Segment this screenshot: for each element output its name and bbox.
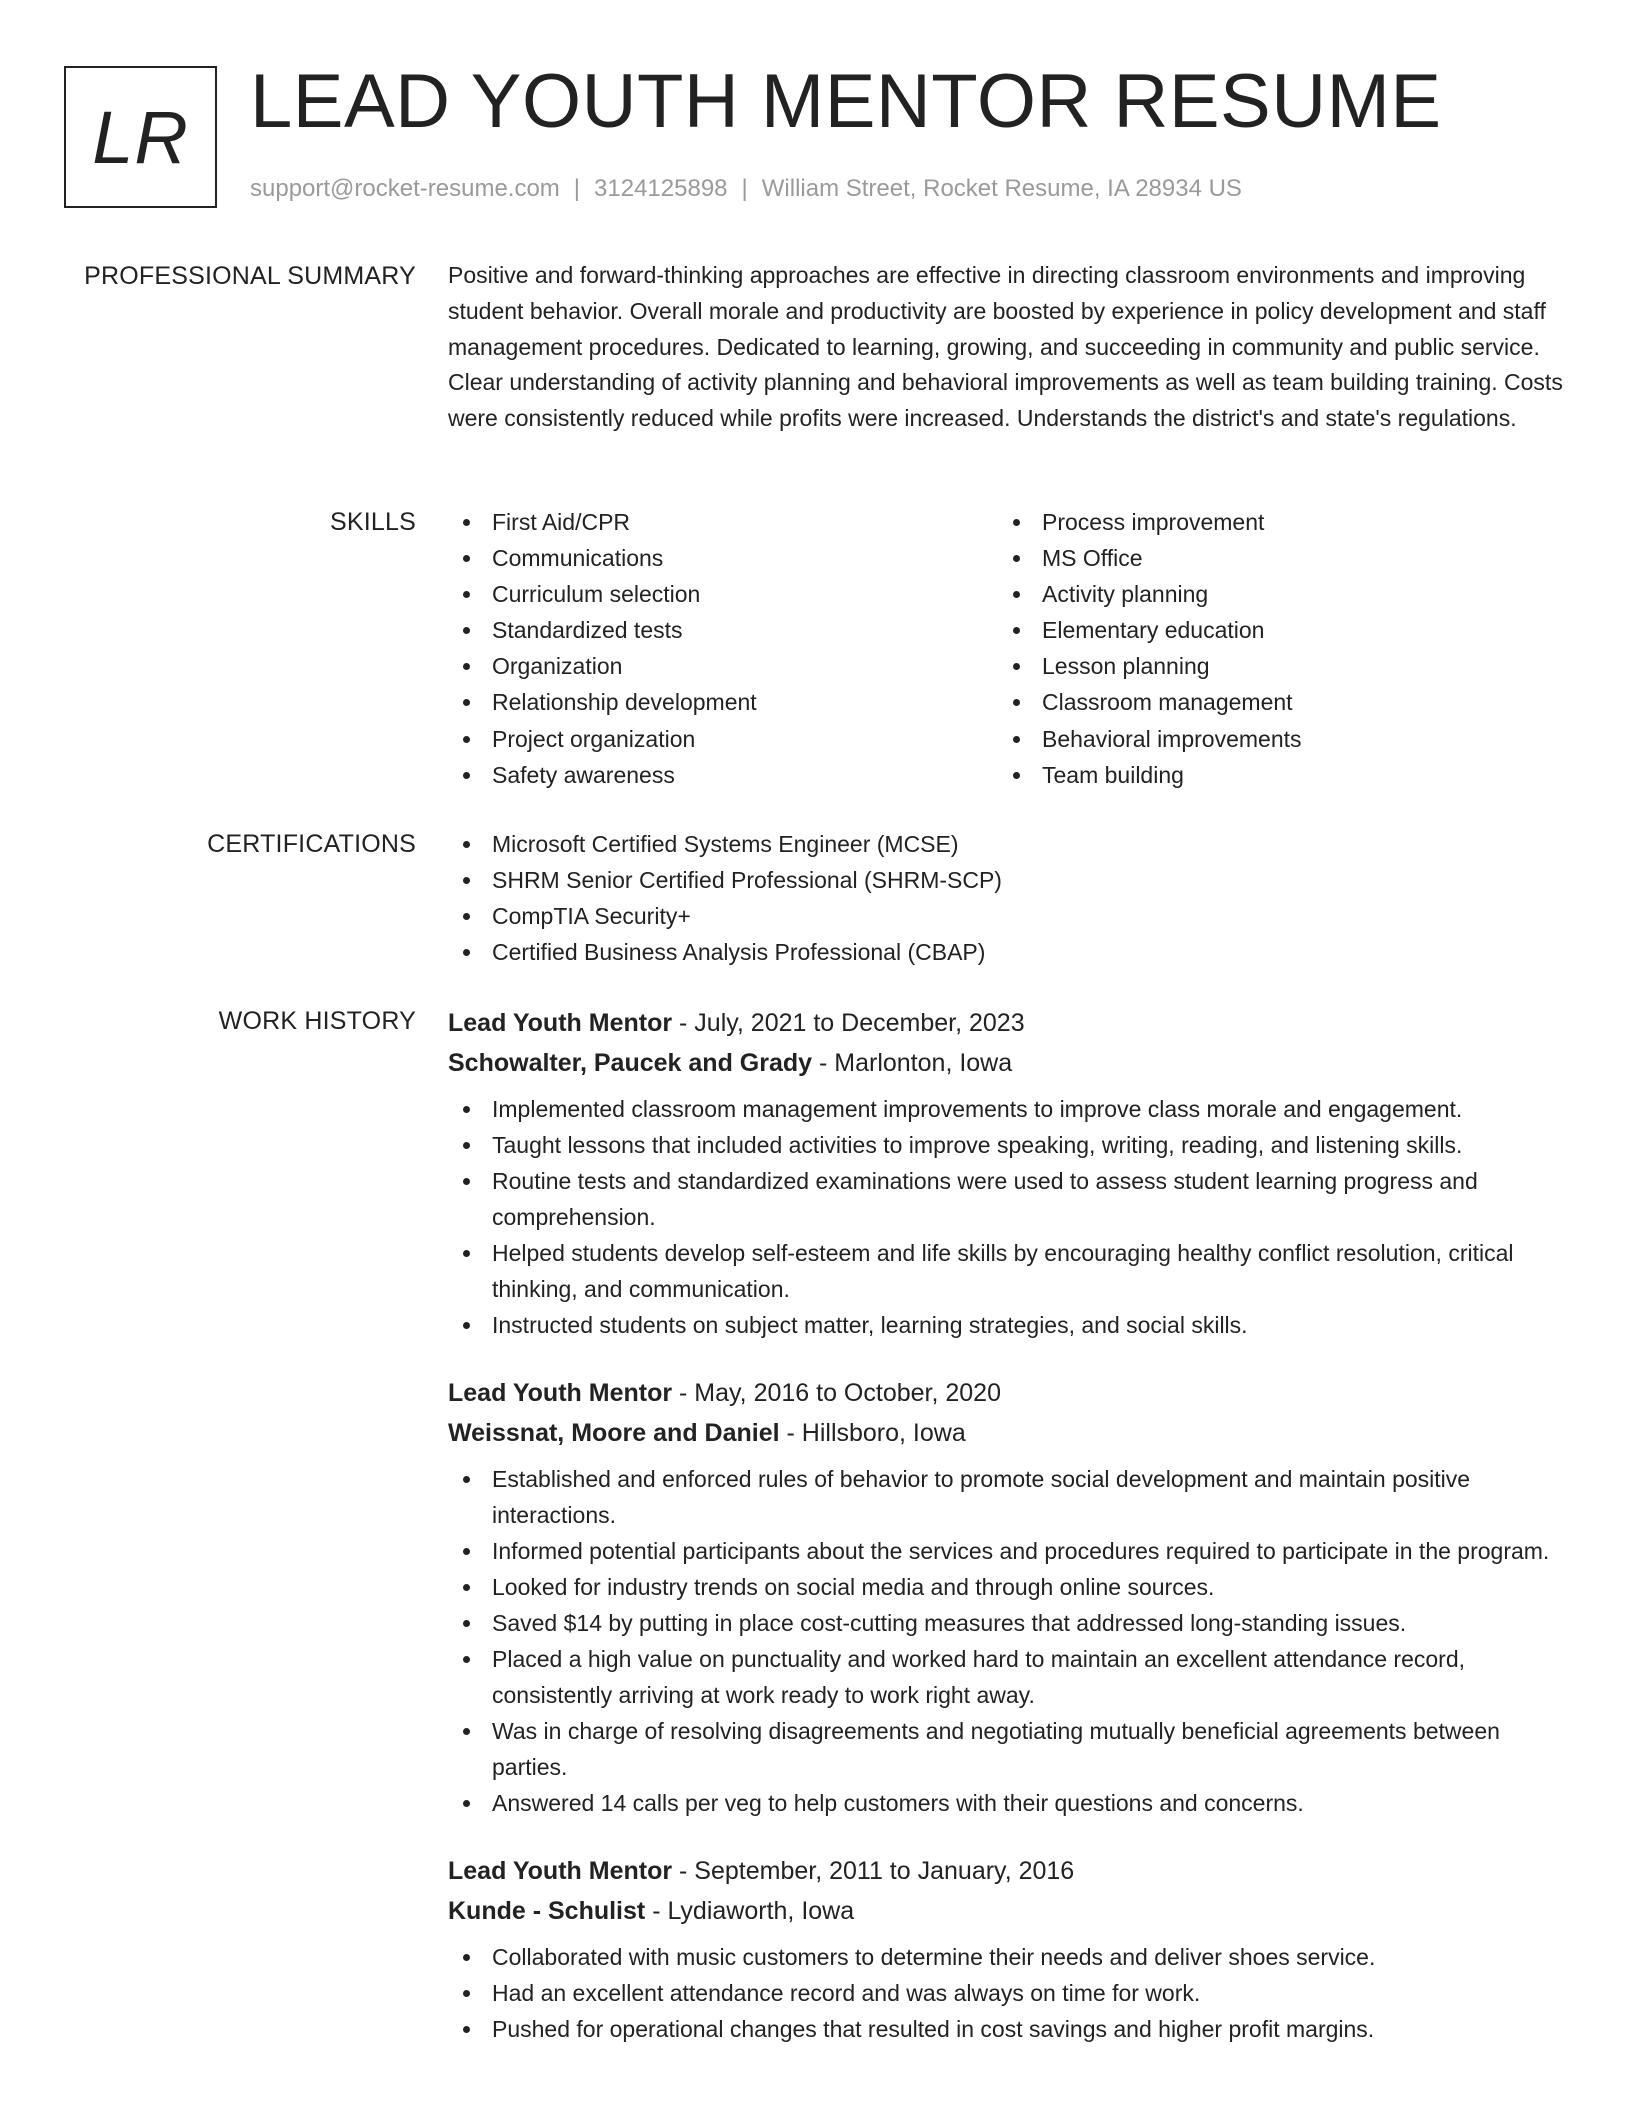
list-item: First Aid/CPR — [448, 504, 998, 540]
job-duties-list — [448, 1939, 1578, 2047]
list-item: Organization — [448, 648, 998, 684]
list-item: Certified Business Analysis Professional (CBAP) — [448, 934, 1578, 970]
resume-header — [64, 59, 1584, 210]
job-title: Lead Youth Mentor — [448, 1009, 673, 1037]
contact-separator: | — [741, 175, 748, 202]
job-duties-list — [448, 1461, 1578, 1821]
list-item: Established and enforced rules of behavior to promote social development and maintain positive interactions. — [448, 1461, 1578, 1533]
list-item: Looked for industry trends on social media and through online sources. — [448, 1569, 1578, 1605]
job-title: Lead Youth Mentor — [448, 1379, 673, 1407]
list-item: Placed a high value on punctuality and worked hard to maintain an excellent attendance record, consistently arriving at work ready to work right away. — [448, 1641, 1578, 1713]
job-dates: - May, 2016 to October, 2020 — [679, 1379, 1001, 1407]
list-item: SHRM Senior Certified Professional (SHRM-SCP) — [448, 862, 1578, 898]
job-title-line — [448, 1003, 1578, 1043]
job-company-line — [448, 1043, 1578, 1083]
list-item: Classroom management — [998, 684, 1548, 720]
list-item: Instructed students on subject matter, learning strategies, and social skills. — [448, 1307, 1578, 1343]
job-company: Schowalter, Paucek and Grady — [448, 1049, 813, 1077]
certifications-list — [448, 826, 1578, 970]
job-entry — [448, 1851, 1578, 2047]
monogram-initials: LR — [92, 95, 189, 179]
list-item: Taught lessons that included activities to improve speaking, writing, reading, and listening skills. — [448, 1127, 1578, 1163]
job-entry — [448, 1003, 1578, 1343]
list-item: Project organization — [448, 721, 998, 757]
work-history-heading: WORK HISTORY — [218, 1007, 416, 1035]
job-location: - Marlonton, Iowa — [819, 1049, 1013, 1077]
list-item: Communications — [448, 540, 998, 576]
job-dates: - July, 2021 to December, 2023 — [679, 1009, 1025, 1037]
skills-list-right — [998, 504, 1548, 793]
list-item: Was in charge of resolving disagreements and negotiating mutually beneficial agreements between parties. — [448, 1713, 1578, 1785]
summary-heading: PROFESSIONAL SUMMARY — [84, 262, 416, 290]
list-item: Team building — [998, 757, 1548, 793]
certifications-heading: CERTIFICATIONS — [207, 830, 416, 858]
list-item: Pushed for operational changes that resulted in cost savings and higher profit margins. — [448, 2011, 1578, 2047]
list-item: Implemented classroom management improvements to improve class morale and engagement. — [448, 1091, 1578, 1127]
summary-body — [448, 262, 1578, 437]
list-item: Activity planning — [998, 576, 1548, 612]
list-item: Answered 14 calls per veg to help customers with their questions and concerns. — [448, 1785, 1578, 1821]
list-item: Behavioral improvements — [998, 721, 1548, 757]
contact-line — [250, 175, 1242, 203]
skills-list-left — [448, 504, 998, 793]
list-item: Informed potential participants about the services and procedures required to participate in the program. — [448, 1533, 1578, 1569]
contact-phone: 3124125898 — [594, 175, 728, 202]
list-item: Routine tests and standardized examinations were used to assess student learning progress and comprehension. — [448, 1163, 1578, 1235]
list-item: Helped students develop self-esteem and life skills by encouraging healthy conflict resolution, critical thinking, and communication. — [448, 1235, 1578, 1307]
job-title-line — [448, 1851, 1578, 1891]
job-company: Kunde - Schulist — [448, 1897, 646, 1925]
list-item: Lesson planning — [998, 648, 1548, 684]
list-item: Curriculum selection — [448, 576, 998, 612]
list-item: Had an excellent attendance record and was always on time for work. — [448, 1975, 1578, 2011]
list-item: Elementary education — [998, 612, 1548, 648]
list-item: Process improvement — [998, 504, 1548, 540]
list-item: Relationship development — [448, 684, 998, 720]
job-location: - Hillsboro, Iowa — [786, 1419, 966, 1447]
contact-address: William Street, Rocket Resume, IA 28934 US — [761, 175, 1242, 202]
job-company: Weissnat, Moore and Daniel — [448, 1419, 780, 1447]
job-title: Lead Youth Mentor — [448, 1857, 673, 1885]
list-item: Standardized tests — [448, 612, 998, 648]
job-company-line — [448, 1891, 1578, 1931]
job-company-line — [448, 1413, 1578, 1453]
list-item: CompTIA Security+ — [448, 898, 1578, 934]
summary-text: Positive and forward-thinking approaches are effective in directing classroom environments and improving student behavior. Overall morale and productivity are boosted by experience in policy development and staff management procedures. Dedicated to learning, growing, and succeeding in community and public service. Clear understanding of activity planning and behavioral improvements as well as team building training. Costs were consistently reduced while profits were increased. Understands the district's and state's regulations. — [448, 262, 1563, 432]
page-title: LEAD YOUTH MENTOR RESUME — [250, 59, 1442, 144]
job-entry — [448, 1373, 1578, 1821]
job-location: - Lydiaworth, Iowa — [652, 1897, 855, 1925]
job-dates: - September, 2011 to January, 2016 — [679, 1857, 1075, 1885]
contact-separator: | — [573, 175, 581, 202]
list-item: Collaborated with music customers to determine their needs and deliver shoes service. — [448, 1939, 1578, 1975]
monogram-box — [64, 66, 217, 208]
list-item: Saved $14 by putting in place cost-cutting measures that addressed long-standing issues. — [448, 1605, 1578, 1641]
job-title-line — [448, 1373, 1578, 1413]
job-duties-list — [448, 1091, 1578, 1343]
skills-body — [448, 508, 1578, 793]
list-item: MS Office — [998, 540, 1548, 576]
certifications-body — [448, 830, 1578, 970]
skills-heading: SKILLS — [330, 508, 416, 536]
work-history-body — [448, 1003, 1578, 2077]
list-item: Safety awareness — [448, 757, 998, 793]
list-item: Microsoft Certified Systems Engineer (MCSE) — [448, 826, 1578, 862]
contact-email: support@rocket-resume.com — [250, 175, 560, 202]
